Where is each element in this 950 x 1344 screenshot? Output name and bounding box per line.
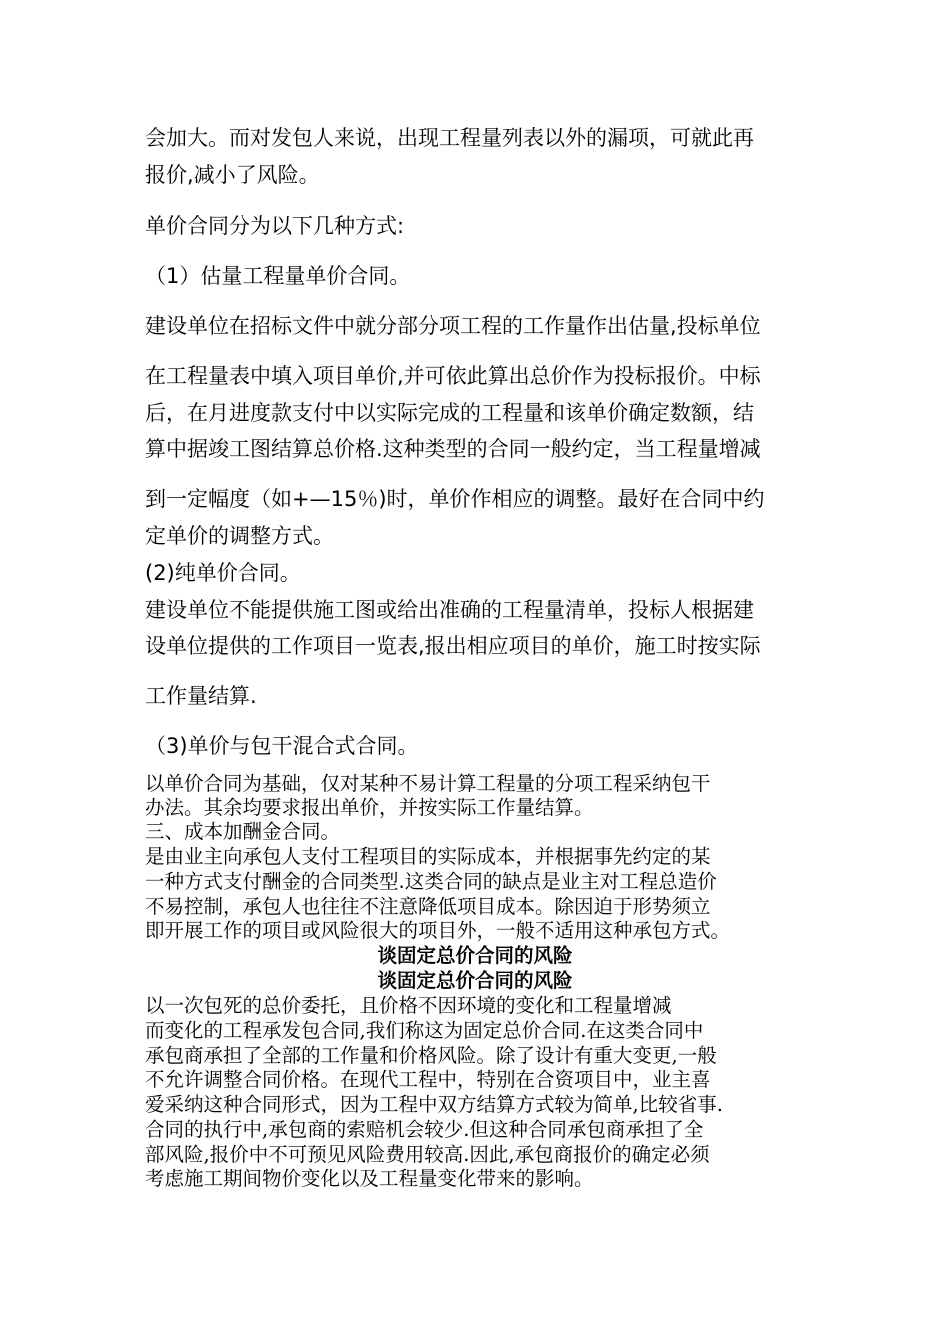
text-line: (2)纯单价合同。 <box>145 561 301 585</box>
text-line: （3)单价与包干混合式合同。 <box>145 734 419 758</box>
text-line: 到一定幅度（如+—15％)时，单价作相应的调整。最好在合同中约 <box>145 487 765 511</box>
text-line: 承包商承担了全部的工作量和价格风险。除了设计有重大变更,一般 <box>145 1044 717 1067</box>
text-line: 办法。其余均要求报出单价，并按实际工作量结算。 <box>145 796 594 819</box>
text-line: 合同的执行中,承包商的索赔机会较少.但这种合同承包商承担了全 <box>145 1118 704 1141</box>
section-title: 谈固定总价合同的风险 <box>377 969 573 992</box>
text-line: 建设单位不能提供施工图或给出准确的工程量清单，投标人根据建 <box>145 598 754 622</box>
text-line: 以一次包死的总价委托，且价格不因环境的变化和工程量增减 <box>145 994 672 1017</box>
text-line: 部风险,报价中不可预见风险费用较高.因此,承包商报价的确定必须 <box>145 1143 710 1166</box>
text-line: 是由业主向承包人支付工程项目的实际成本，并根据事先约定的某 <box>145 845 711 868</box>
text-line: 以单价合同为基础，仅对某种不易计算工程量的分项工程采纳包干 <box>145 772 711 795</box>
text-line: 不易控制，承包人也往往不注意降低项目成本。除因迫于形势须立 <box>145 895 711 918</box>
text-line: 定单价的调整方式。 <box>145 524 334 548</box>
text-line: 单价合同分为以下几种方式: <box>145 214 405 238</box>
text-line: （1）估量工程量单价合同。 <box>145 264 411 288</box>
text-line: 后，在月进度款支付中以实际完成的工程量和该单价确定数额，结 <box>145 401 754 425</box>
text-line: 设单位提供的工作项目一览表,报出相应项目的单价，施工时按实际 <box>145 634 761 658</box>
text-line: 建设单位在招标文件中就分部分项工程的工作量作出估量,投标单位 <box>145 314 761 338</box>
text-line: 在工程量表中填入项目单价,并可依此算出总价作为投标报价。中标 <box>145 364 761 388</box>
text-line: 爱采纳这种合同形式，因为工程中双方结算方式较为简单,比较省事. <box>145 1093 723 1116</box>
section-title: 谈固定总价合同的风险 <box>377 944 573 967</box>
text-line: 工作量结算. <box>145 684 257 708</box>
text-line: 即开展工作的项目或风险很大的项目外，一般不适用这种承包方式。 <box>145 919 731 942</box>
text-line: 三、成本加酬金合同。 <box>145 820 341 843</box>
text-line: 考虑施工期间物价变化以及工程量变化带来的影响。 <box>145 1167 594 1190</box>
text-line: 而变化的工程承发包合同,我们称这为固定总价合同.在这类合同中 <box>145 1019 704 1042</box>
text-line: 不允许调整合同价格。在现代工程中，特别在合资项目中，业主喜 <box>145 1068 711 1091</box>
text-line: 一种方式支付酬金的合同类型.这类合同的缺点是业主对工程总造价 <box>145 870 717 893</box>
text-line: 算中据竣工图结算总价格.这种类型的合同一般约定，当工程量增减 <box>145 437 761 461</box>
text-line: 会加大。而对发包人来说，出现工程量列表以外的漏项，可就此再 <box>145 126 754 150</box>
text-line: 报价,减小了风险。 <box>145 163 320 187</box>
